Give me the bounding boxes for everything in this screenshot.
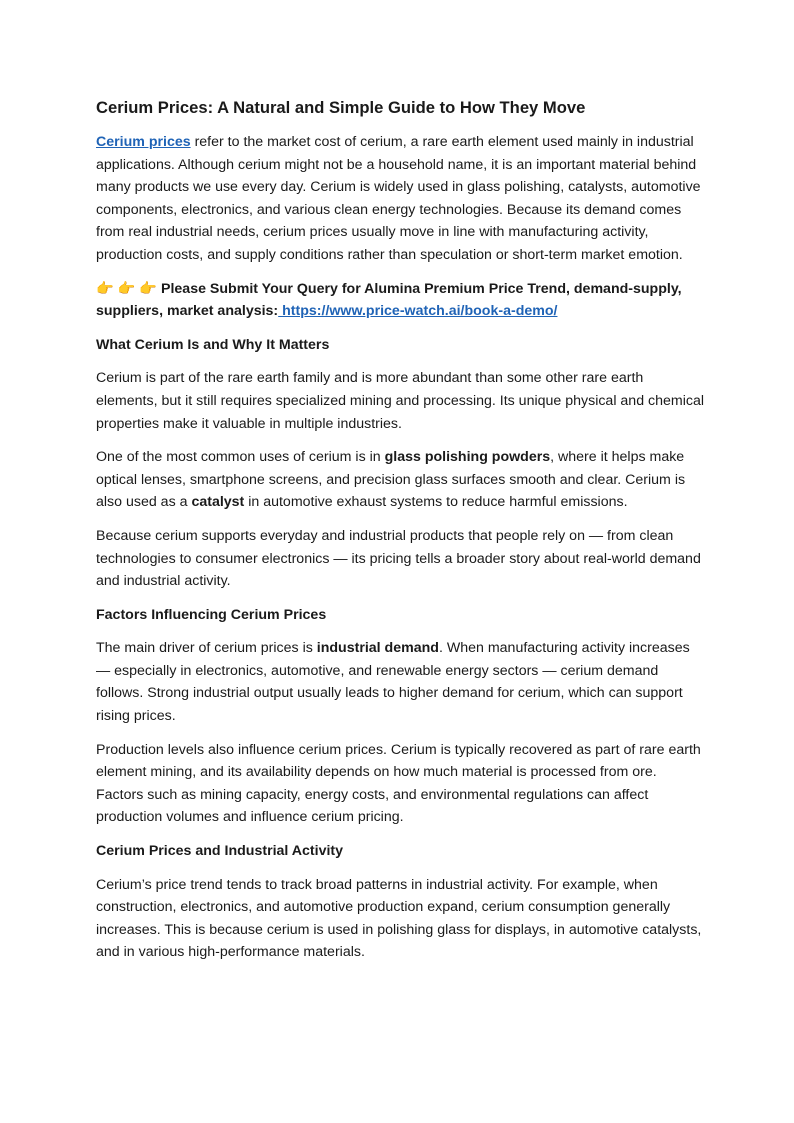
section-heading-industrial-activity: Cerium Prices and Industrial Activity [96, 843, 344, 860]
text-span: , where it helps make optical lenses, smartphone screens, and precision glass surfaces smooth and clear. Cerium is also used as a [96, 449, 686, 511]
query-text: Please Submit Your Query for Alumina Premium Price Trend, demand-supply, suppliers, market analysis: [96, 280, 682, 320]
section-heading-factors: Factors Influencing Cerium Prices [96, 606, 327, 623]
text-span: in automotive exhaust systems to reduce harmful emissions. [244, 494, 628, 511]
pointing-hand-icon: 👉 [139, 280, 158, 297]
paragraph [96, 446, 706, 514]
bold-term: catalyst [191, 494, 245, 511]
paragraph: Cerium is part of the rare earth family and is more abundant than some other rare earth elements, but it still requires specialized mining and processing. Its unique physical and chemical properties make it valuable in multiple industries. [96, 370, 705, 432]
text-span: . When manufacturing activity increases — especially in electronics, automotive, and renewable energy sectors — cerium demand follows. Strong industrial output usually leads to higher demand for cerium, which can support rising prices. [96, 640, 690, 725]
bold-term: industrial demand [316, 640, 439, 657]
intro-text: refer to the market cost of cerium, a rare earth element used mainly in industrial applications. Although cerium might not be a household name, it is an important material behind many products we use every day. Cerium is widely used in glass polishing, catalysts, automotive components, electronics, and various clean energy technologies. Because its demand comes from real industrial needs, cerium prices usually move in line with manufacturing activity, production costs, and supply conditions rather than speculation or short-term market emotion. [96, 134, 701, 263]
text-span: The main driver of cerium prices is [96, 640, 317, 657]
pointing-hand-icon: 👉 [117, 280, 136, 297]
paragraph: Production levels also influence cerium prices. Cerium is typically recovered as part of rare earth element mining, and its availability depends on how much material is processed from ore. Factors such as mining capacity, energy costs, and environmental regulations can affect production volumes and influence cerium pricing. [96, 741, 701, 826]
query-callout [96, 278, 706, 323]
paragraph: Cerium’s price trend tends to track broad patterns in industrial activity. For example, when construction, electronics, and automotive production expand, cerium consumption generally increases. This is because cerium is used in polishing glass for displays, in automotive catalysts, and in various high-performance materials. [96, 876, 702, 961]
pointing-hand-icon: 👉 [96, 280, 114, 297]
demo-link[interactable]: https://www.price-watch.ai/book-a-demo/ [278, 303, 558, 320]
page-title: Cerium Prices: A Natural and Simple Guide to How They Move [96, 98, 586, 117]
paragraph: Because cerium supports everyday and industrial products that people rely on — from clean technologies to consumer electronics — its pricing tells a broader story about real-world demand and industrial activity. [96, 527, 701, 590]
section-heading-what-cerium: What Cerium Is and Why It Matters [96, 336, 330, 353]
intro-paragraph [96, 131, 706, 267]
cerium-prices-link[interactable]: Cerium prices [96, 134, 191, 150]
document-page [96, 96, 706, 975]
paragraph [96, 637, 706, 727]
bold-term: glass polishing powders [384, 449, 551, 466]
text-span: One of the most common uses of cerium is in [96, 449, 385, 466]
